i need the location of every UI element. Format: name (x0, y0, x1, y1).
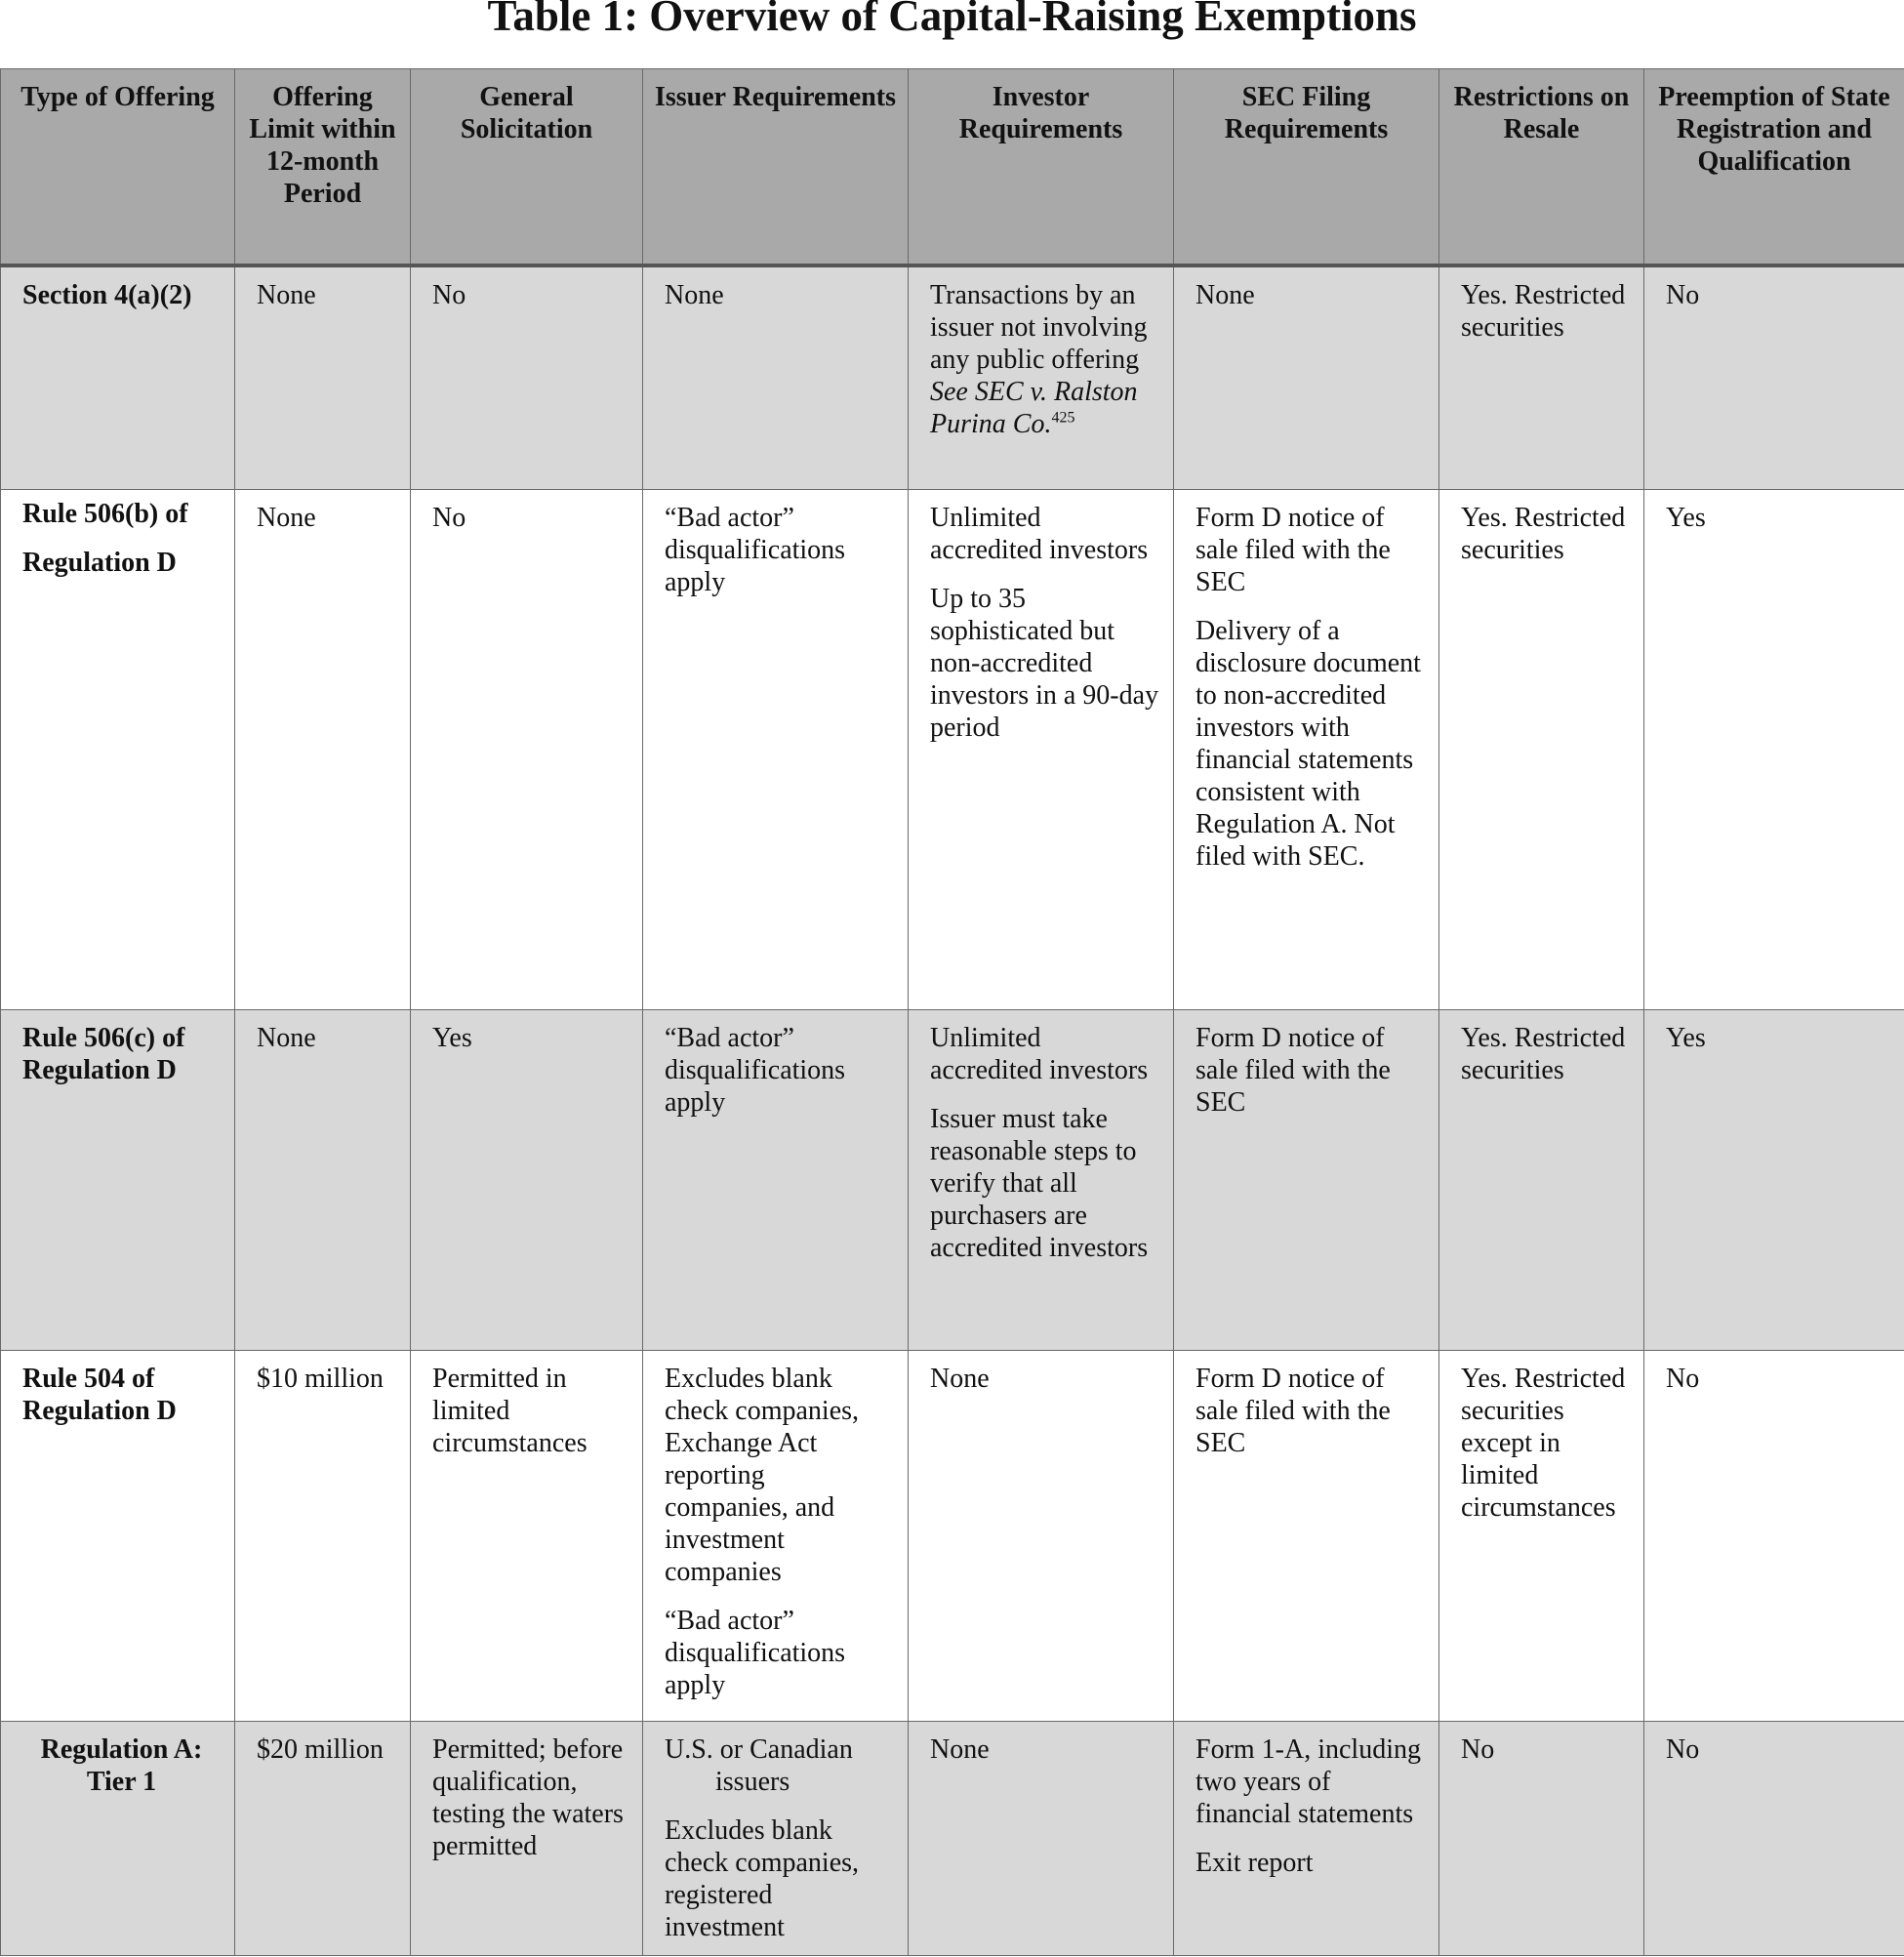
footnote-ref: 425 (1051, 409, 1075, 427)
state-preemption-cell: Yes (1644, 1010, 1904, 1351)
col-header-type: Type of Offering (1, 69, 235, 265)
resale-restrictions-cell: No (1439, 1722, 1644, 1956)
general-solicitation-cell: Permitted; before qualification, testing the waters permitted (411, 1722, 643, 1956)
col-header-investor: Investor Requirements (909, 69, 1174, 265)
offering-type-cell: Rule 506(b) of Regulation D (1, 490, 235, 1010)
state-preemption-cell: No (1644, 265, 1904, 490)
issuer-requirement: “Bad actor” disqualifications apply (665, 503, 846, 597)
table-row (1, 1722, 1904, 1956)
resale-restrictions-cell: Yes. Restricted securities (1439, 490, 1644, 1010)
investor-requirement: Unlimited accredited investors (930, 1023, 1149, 1085)
offering-type-cell: Rule 506(c) of Regulation D (1, 1010, 235, 1351)
filing-requirement: Delivery of a disclosure document to non-accredited investors with financial statements consistent with Regulation A. Not filed with SEC. (1195, 616, 1421, 872)
offering-type-cell: Section 4(a)(2) (1, 265, 235, 490)
general-solicitation-cell: Yes (411, 1010, 643, 1351)
offering-type-cell: Regulation A: Tier 1 (1, 1722, 235, 1956)
filing-requirement: None (1195, 279, 1255, 310)
investor-requirements-cell (909, 265, 1174, 490)
issuer-requirements-cell (643, 1722, 909, 1956)
case-citation: See SEC v. Ralston Purina Co. (930, 376, 1138, 439)
offering-limit-cell: None (235, 1010, 411, 1351)
filing-requirement: Form D notice of sale filed with the SEC (1195, 1023, 1391, 1118)
investor-requirements-cell (909, 1351, 1174, 1722)
col-header-issuer: Issuer Requirements (643, 69, 909, 265)
filing-requirement: Form 1-A, including two years of financial statements (1195, 1734, 1421, 1829)
issuer-requirement: None (665, 279, 724, 310)
investor-requirement: None (930, 1734, 990, 1765)
filing-requirement: Form D notice of sale filed with the SEC (1195, 503, 1391, 597)
offering-limit-cell: None (235, 265, 411, 490)
col-header-limit: Offering Limit within 12-month Period (235, 69, 411, 265)
offering-type-cell: Rule 504 of Regulation D (1, 1351, 235, 1722)
resale-restrictions-cell: Yes. Restricted securities (1439, 265, 1644, 490)
sec-filing-cell (1174, 1010, 1439, 1351)
offering-limit-cell: $20 million (235, 1722, 411, 1956)
issuer-requirements-cell (643, 1010, 909, 1351)
table-row (1, 1351, 1904, 1722)
filing-requirement: Form D notice of sale filed with the SEC (1195, 1364, 1391, 1458)
investor-requirements-cell (909, 1722, 1174, 1956)
col-header-preemption: Preemption of State Registration and Qualification (1644, 69, 1904, 265)
exemptions-table (0, 68, 1904, 1956)
resale-restrictions-cell: Yes. Restricted securities except in limited circumstances (1439, 1351, 1644, 1722)
state-preemption-cell: Yes (1644, 490, 1904, 1010)
issuer-requirements-cell (643, 265, 909, 490)
state-preemption-cell: No (1644, 1351, 1904, 1722)
investor-requirement: Unlimited accredited investors (930, 503, 1149, 565)
issuer-requirement: “Bad actor” disqualifications apply (665, 1606, 846, 1700)
sec-filing-cell (1174, 1351, 1439, 1722)
table-row (1, 1010, 1904, 1351)
col-header-resale: Restrictions on Resale (1439, 69, 1644, 265)
col-header-solicitation: General Solicitation (411, 69, 643, 265)
table-row (1, 490, 1904, 1010)
investor-requirements-cell (909, 1010, 1174, 1351)
general-solicitation-cell: Permitted in limited circumstances (411, 1351, 643, 1722)
offering-limit-cell: $10 million (235, 1351, 411, 1722)
investor-requirement: Transactions by an issuer not involving any public offering (930, 279, 1148, 375)
table-row (1, 265, 1904, 490)
filing-requirement: Exit report (1195, 1848, 1314, 1878)
header-row (1, 69, 1904, 265)
issuer-requirements-cell (643, 1351, 909, 1722)
sec-filing-cell (1174, 1722, 1439, 1956)
issuer-requirement: Excludes blank check companies, Exchange Act reporting companies, and investment companies (665, 1364, 860, 1587)
general-solicitation-cell: No (411, 265, 643, 490)
investor-requirement: Up to 35 sophisticated but non-accredited investors in a 90-day period (930, 584, 1159, 743)
state-preemption-cell: No (1644, 1722, 1904, 1956)
general-solicitation-cell: No (411, 490, 643, 1010)
issuer-requirement: “Bad actor” disqualifications apply (665, 1023, 846, 1118)
issuer-requirements-cell (643, 490, 909, 1010)
offering-limit-cell: None (235, 490, 411, 1010)
investor-requirement: Issuer must take reasonable steps to verify that all purchasers are accredited investors (930, 1104, 1149, 1263)
investor-requirements-cell (909, 490, 1174, 1010)
investor-requirement: None (930, 1364, 990, 1394)
sec-filing-cell (1174, 490, 1439, 1010)
issuer-requirement: U.S. or Canadian issuers (665, 1734, 853, 1797)
issuer-requirement: Excludes blank check companies, registered investment (665, 1815, 860, 1942)
sec-filing-cell (1174, 265, 1439, 490)
col-header-filing: SEC Filing Requirements (1174, 69, 1439, 265)
resale-restrictions-cell: Yes. Restricted securities (1439, 1010, 1644, 1351)
table-title: Table 1: Overview of Capital-Raising Exemptions (487, 0, 1417, 40)
